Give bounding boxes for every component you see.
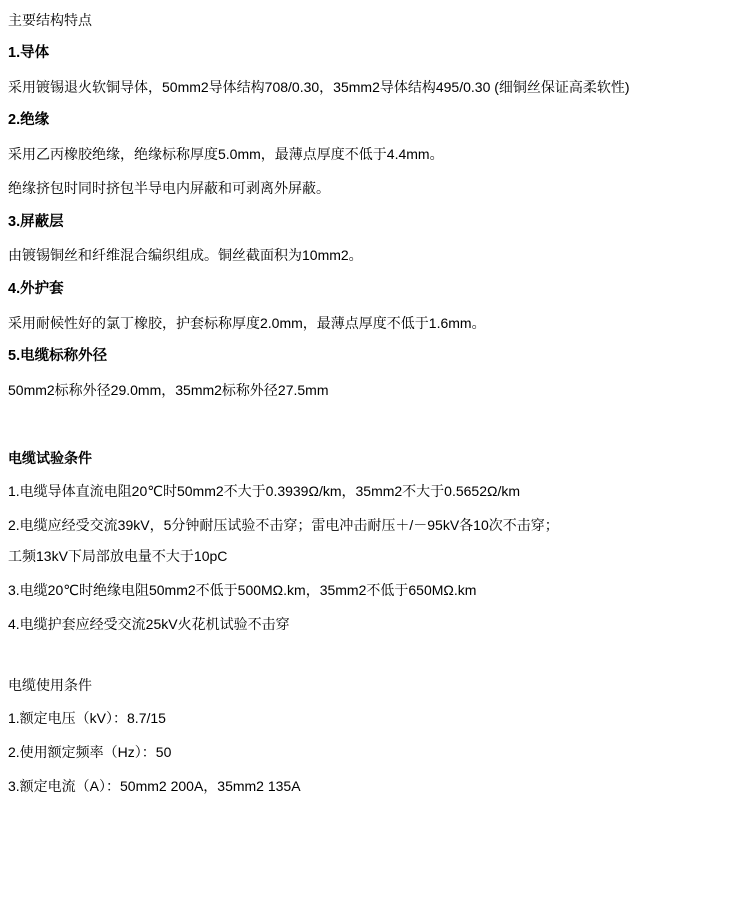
section-heading-sheath: 4.外护套 [8,281,64,297]
section-text-conductor: 采用镀锡退火软铜导体，50mm2导体结构708/0.30，35mm2导体结构495/0.30 (细铜丝保证高柔软性) [8,78,630,95]
section-text-sheath: 采用耐候性好的氯丁橡胶，护套标称厚度2.0mm，最薄点厚度不低于1.6mm。 [8,314,486,331]
test-condition-item-2-cont: 工频13kV下局部放电量不大于10pC [8,548,228,565]
section-gap-2 [8,647,742,675]
test-condition-item-1: 1.电缆导体直流电阻20℃时50mm2不大于0.3939Ω/km，35mm2不大于0.5652Ω/km [8,482,521,499]
section-text-shield: 由镀锡铜丝和纤维混合编织组成。铜丝截面积为10mm2。 [8,247,363,264]
page-title: 主要结构特点 [8,12,92,28]
usage-condition-item-1: 1.额定电压（kV）：8.7/15 [8,710,166,727]
section-heading-conductor: 1.导体 [8,45,50,61]
test-condition-item-2: 2.电缆应经受交流39kV，5分钟耐压试验不击穿；雷电冲击耐压＋/－95kV各10次不击穿； [8,516,559,533]
usage-condition-item-3: 3.额定电流（A）：50mm2 200A，35mm2 135A [8,777,301,794]
test-conditions-title: 电缆试验条件 [8,449,92,466]
section-text-outer-diameter: 50mm2标称外径29.0mm，35mm2标称外径27.5mm [8,382,329,399]
section-heading-shield: 3.屏蔽层 [8,213,64,230]
section-text-insulation-2: 绝缘挤包时同时挤包半导电内屏蔽和可剥离外屏蔽。 [8,179,330,196]
section-text-insulation-1: 采用乙丙橡胶绝缘，绝缘标称厚度5.0mm，最薄点厚度不低于4.4mm。 [8,146,444,163]
usage-condition-item-2: 2.使用额定频率（Hz）：50 [8,744,172,760]
usage-conditions-title: 电缆使用条件 [8,677,92,694]
section-heading-insulation: 2.绝缘 [8,112,50,129]
test-condition-item-4: 4.电缆护套应经受交流25kV火花机试验不击穿 [8,615,290,632]
section-heading-outer-diameter: 5.电缆标称外径 [8,348,108,365]
test-condition-item-3: 3.电缆20℃时绝缘电阻50mm2不低于500MΩ.km，35mm2不低于650MΩ.km [8,581,477,598]
section-gap-1 [8,414,742,448]
